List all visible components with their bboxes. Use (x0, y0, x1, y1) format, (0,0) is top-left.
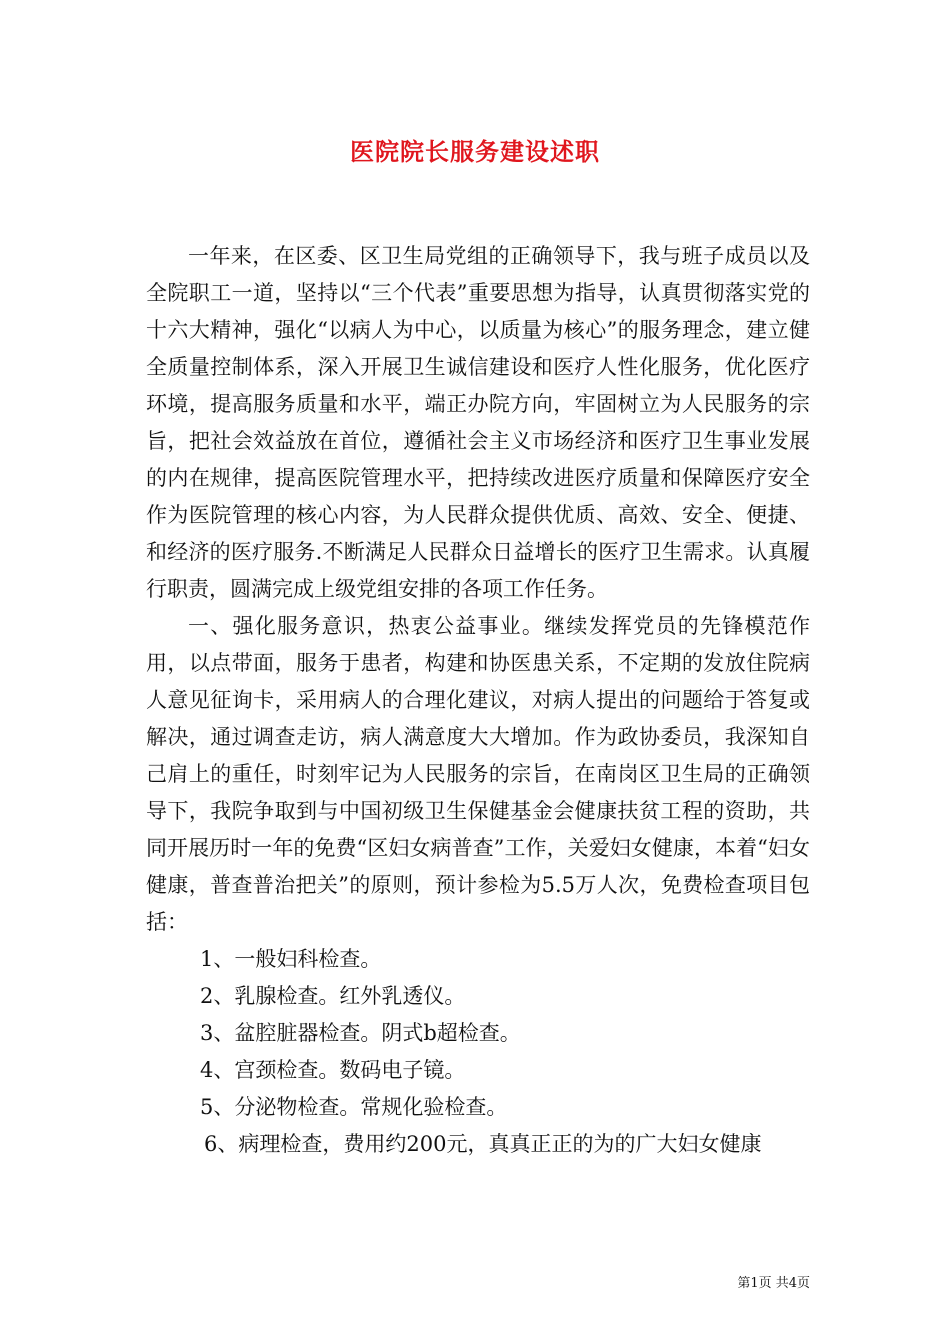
paragraph-intro: 一年来，在区委、区卫生局党组的正确领导下，我与班子成员以及全院职工一道，坚持以“三个代表”重要思想为指导，认真贯彻落实党的十六大精神，强化“以病人为中心，以质量为核心”的服务理念，建立健全质量控制体系，深入开展卫生诚信建设和医疗人性化服务，优化医疗环境，提高服务质量和水平，端正办院方向，牢固树立为人民服务的宗旨，把社会效益放在首位，遵循社会主义市场经济和医疗卫生事业发展的内在规律，提高医院管理水平，把持续改进医疗质量和保障医疗安全作为医院管理的核心内容，为人民群众提供优质、高效、安全、便捷、和经济的医疗服务.不断满足人民群众日益增长的医疗卫生需求。认真履行职责，圆满完成上级党组安排的各项工作任务。 (146, 244, 810, 601)
list-item: 2、乳腺检查。红外乳透仪。 (200, 984, 466, 1008)
list-item: 3、盆腔脏器检查。阴式b超检查。 (200, 1021, 521, 1045)
paragraph-section-1: 一、强化服务意识，热衷公益事业。继续发挥党员的先锋模范作用，以点带面，服务于患者，构建和协医患关系，不定期的发放住院病人意见征询卡，采用病人的合理化建议，对病人提出的问题给于答复或解决，通过调查走访，病人满意度大大增加。作为政协委员，我深知自己肩上的重任，时刻牢记为人民服务的宗旨，在南岗区卫生局的正确领导下，我院争取到与中国初级卫生保健基金会健康扶贫工程的资助，共同开展历时一年的免费“区妇女病普查”工作，关爱妇女健康，本着“妇女健康，普查普治把关”的原则，预计参检为5.5万人次，免费检查项目包括： (146, 614, 810, 934)
page-number: 第1页 共4页 (737, 1276, 810, 1291)
document-body (146, 238, 810, 1163)
list-item: 1、一般妇科检查。 (200, 947, 382, 971)
document-title: 医院院长服务建设述职 (350, 137, 600, 166)
list-item: 5、分泌物检查。常规化验检查。 (200, 1095, 508, 1119)
list-item: 4、宫颈检查。数码电子镜。 (200, 1058, 466, 1082)
list-item-last: 6、病理检查，费用约200元，真真正正的为的广大妇女健康 (204, 1132, 762, 1156)
